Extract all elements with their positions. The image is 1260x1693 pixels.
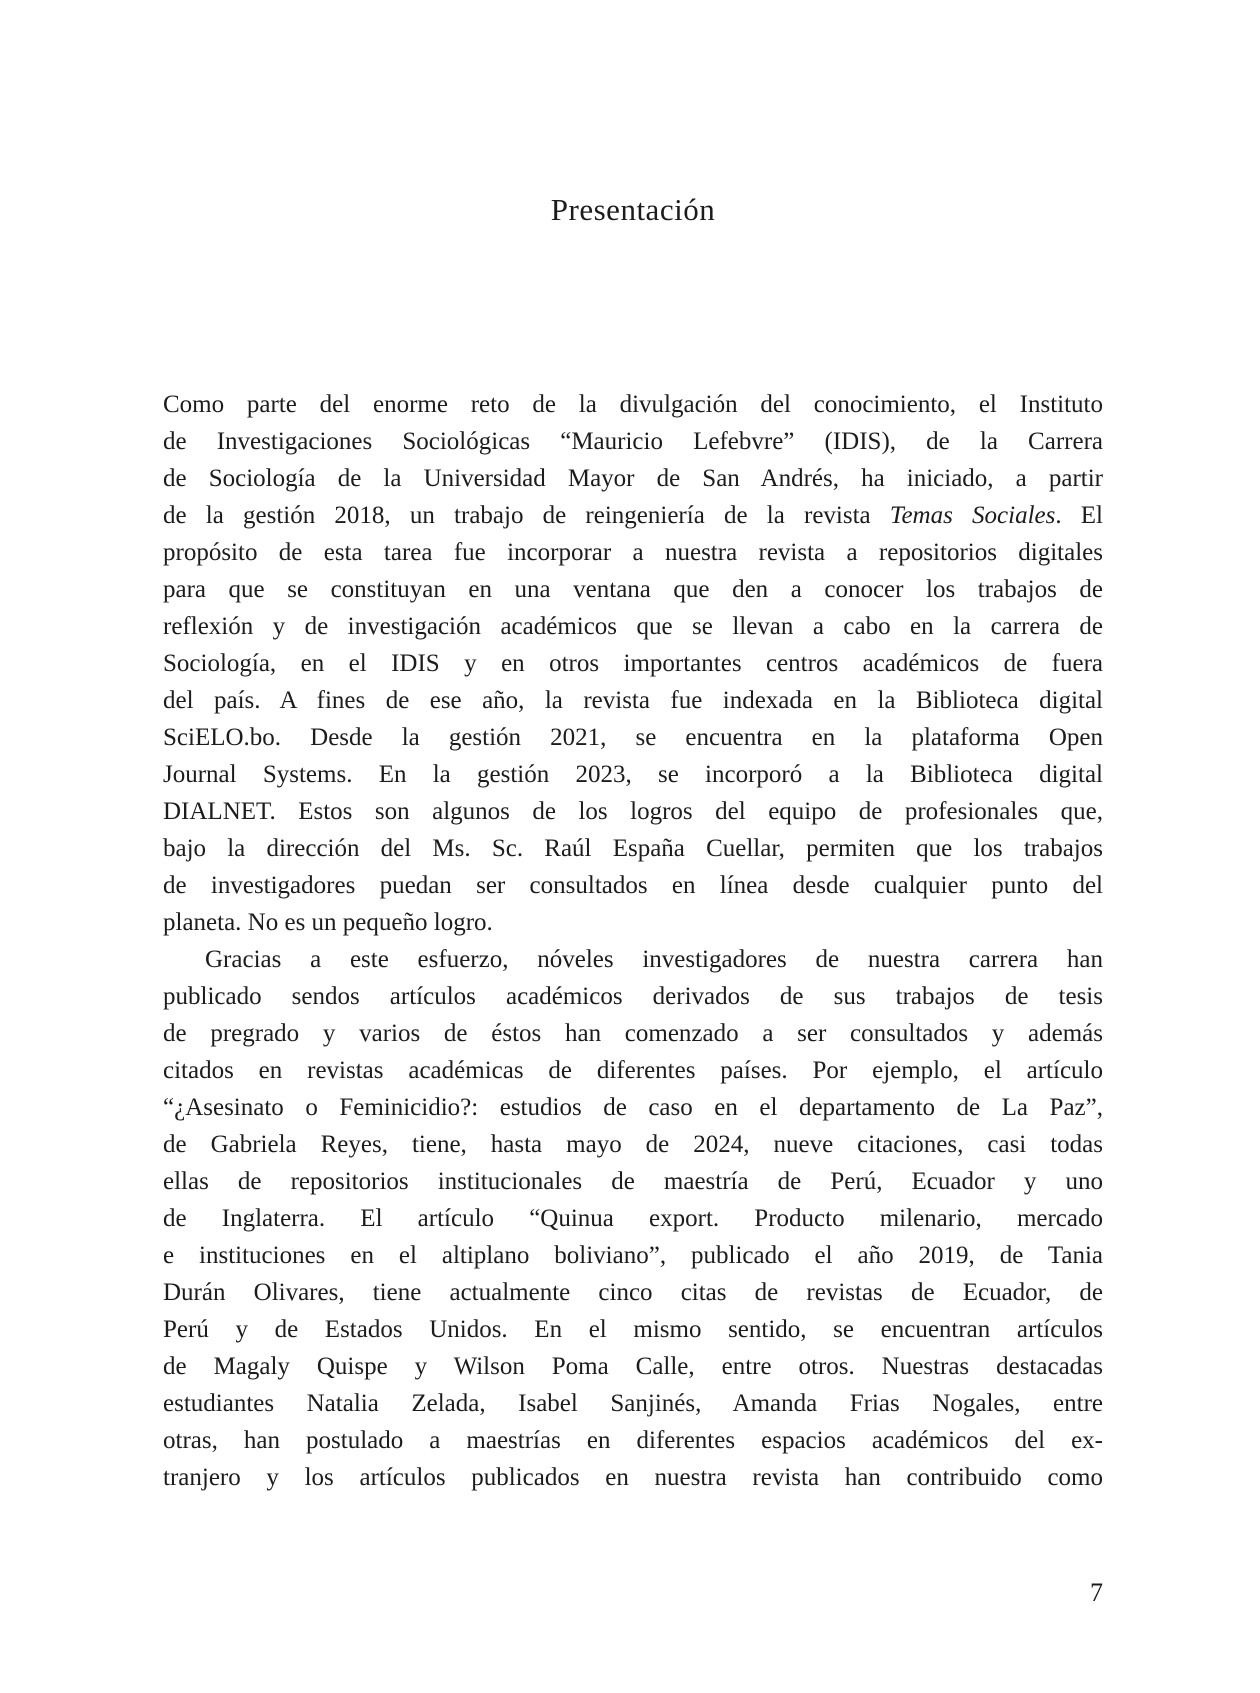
text-segment: ellas de repositorios institucionales de maestría de Perú, Ecuador y uno bbox=[163, 1168, 1103, 1195]
text-segment: otras, han postulado a maestrías en diferentes espacios académicos del ex- bbox=[163, 1427, 1103, 1454]
text-line bbox=[163, 682, 1103, 719]
text-segment: planeta. No es un pequeño logro. bbox=[163, 909, 493, 936]
text-line bbox=[163, 904, 1103, 941]
text-segment: Sociología, en el IDIS y en otros importantes centros académicos de fuera bbox=[163, 650, 1103, 677]
text-line bbox=[163, 1459, 1103, 1496]
text-segment: de Sociología de la Universidad Mayor de San Andrés, ha iniciado, a partir bbox=[163, 465, 1103, 492]
text-line bbox=[163, 1052, 1103, 1089]
text-line bbox=[163, 867, 1103, 904]
italic-text-segment: Temas Sociales bbox=[889, 502, 1056, 529]
text-segment: de investigadores puedan ser consultados en línea desde cualquier punto del bbox=[163, 872, 1103, 899]
text-line bbox=[163, 941, 1103, 978]
text-segment: DIALNET. Estos son algunos de los logros del equipo de profesionales que, bbox=[163, 798, 1103, 825]
text-segment: . El bbox=[1055, 502, 1103, 529]
text-line bbox=[163, 1163, 1103, 1200]
text-line bbox=[163, 1200, 1103, 1237]
paragraph bbox=[163, 941, 1103, 1496]
text-segment: Como parte del enorme reto de la divulgación del conocimiento, el Instituto bbox=[163, 391, 1103, 418]
text-line bbox=[163, 1237, 1103, 1274]
text-segment: para que se constituyan en una ventana que den a conocer los trabajos de bbox=[163, 576, 1103, 603]
text-line bbox=[163, 756, 1103, 793]
text-line bbox=[163, 534, 1103, 571]
text-segment: de Investigaciones Sociológicas “Mauricio Lefebvre” (IDIS), de la Carrera bbox=[163, 428, 1103, 455]
text-line bbox=[163, 645, 1103, 682]
text-segment: e instituciones en el altiplano boliviano”, publicado el año 2019, de Tania bbox=[163, 1242, 1103, 1269]
text-segment: de pregrado y varios de éstos han comenzado a ser consultados y además bbox=[163, 1020, 1103, 1047]
text-segment: Perú y de Estados Unidos. En el mismo sentido, se encuentran artículos bbox=[163, 1316, 1103, 1343]
text-segment: propósito de esta tarea fue incorporar a nuestra revista a repositorios digitales bbox=[163, 539, 1103, 566]
text-segment: SciELO.bo. Desde la gestión 2021, se encuentra en la plataforma Open bbox=[163, 724, 1103, 751]
text-segment: reflexión y de investigación académicos que se llevan a cabo en la carrera de bbox=[163, 613, 1103, 640]
text-segment: “¿Asesinato o Feminicidio?: estudios de caso en el departamento de La Paz”, bbox=[163, 1094, 1103, 1121]
text-line bbox=[163, 1089, 1103, 1126]
text-segment: de Magaly Quispe y Wilson Poma Calle, entre otros. Nuestras destacadas bbox=[163, 1353, 1103, 1380]
text-line bbox=[163, 386, 1103, 423]
text-segment: citados en revistas académicas de diferentes países. Por ejemplo, el artículo bbox=[163, 1057, 1103, 1084]
text-line bbox=[163, 830, 1103, 867]
text-segment: Durán Olivares, tiene actualmente cinco citas de revistas de Ecuador, de bbox=[163, 1279, 1103, 1306]
text-segment: de Gabriela Reyes, tiene, hasta mayo de 2024, nueve citaciones, casi todas bbox=[163, 1131, 1103, 1158]
text-line bbox=[163, 497, 1103, 534]
text-segment: Gracias a este esfuerzo, nóveles investigadores de nuestra carrera han bbox=[205, 946, 1103, 973]
text-line bbox=[163, 423, 1103, 460]
text-line bbox=[163, 1015, 1103, 1052]
paragraph bbox=[163, 386, 1103, 941]
page-body bbox=[163, 386, 1103, 1496]
text-line bbox=[163, 978, 1103, 1015]
text-line bbox=[163, 1385, 1103, 1422]
text-segment: bajo la dirección del Ms. Sc. Raúl España Cuellar, permiten que los trabajos bbox=[163, 835, 1103, 862]
text-segment: del país. A fines de ese año, la revista fue indexada en la Biblioteca digital bbox=[163, 687, 1103, 714]
text-line bbox=[163, 608, 1103, 645]
text-line bbox=[163, 793, 1103, 830]
text-segment: estudiantes Natalia Zelada, Isabel Sanjinés, Amanda Frias Nogales, entre bbox=[163, 1390, 1103, 1417]
page-number: 7 bbox=[1090, 1578, 1103, 1607]
text-line bbox=[163, 1311, 1103, 1348]
text-line bbox=[163, 1274, 1103, 1311]
text-segment: de la gestión 2018, un trabajo de reingeniería de la revista bbox=[163, 502, 890, 529]
text-line bbox=[163, 1348, 1103, 1385]
text-line bbox=[163, 719, 1103, 756]
text-segment: tranjero y los artículos publicados en nuestra revista han contribuido como bbox=[163, 1464, 1103, 1491]
text-segment: Journal Systems. En la gestión 2023, se incorporó a la Biblioteca digital bbox=[163, 761, 1103, 788]
text-line bbox=[163, 460, 1103, 497]
text-line bbox=[163, 571, 1103, 608]
page-title: Presentación bbox=[550, 192, 716, 227]
text-segment: publicado sendos artículos académicos derivados de sus trabajos de tesis bbox=[163, 983, 1103, 1010]
text-segment: de Inglaterra. El artículo “Quinua export. Producto milenario, mercado bbox=[163, 1205, 1103, 1232]
text-line bbox=[163, 1422, 1103, 1459]
text-line bbox=[163, 1126, 1103, 1163]
